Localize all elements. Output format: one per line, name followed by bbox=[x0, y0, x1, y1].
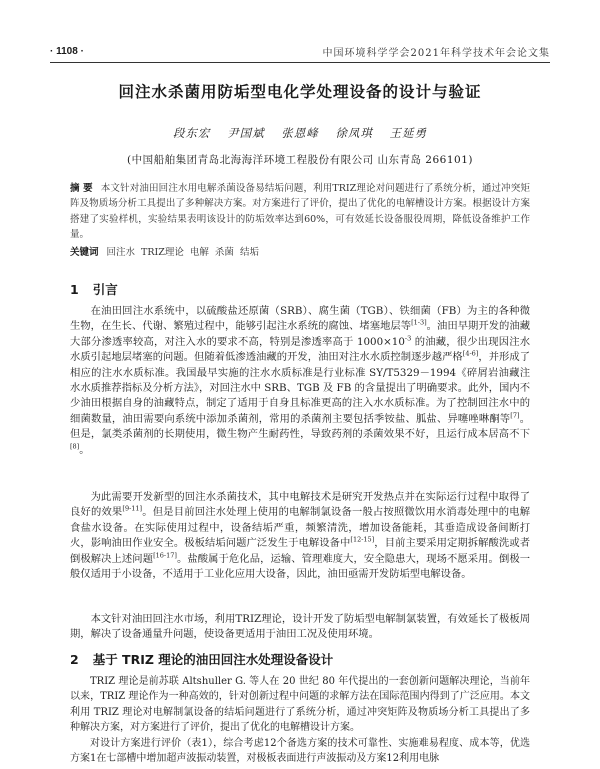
section-2-heading bbox=[70, 650, 530, 668]
section-title: 引言 bbox=[92, 282, 118, 297]
section-title: 基于 TRIZ 理论的油田回注水处理设备设计 bbox=[92, 652, 334, 667]
section-2-paragraph-1: TRIZ 理论是前苏联 Altshuller G. 等人在 20 世纪 80 年代提出的一套创新问题解决理论，当前年以来，TRIZ 理论作为一种高效的，针对创新过程中问题的求解方法在国际范围内得到了广泛应用。本文利用 TRIZ 理论对电解制氯设备的结垢问题进行了系统分析，通过冲突矩阵及物质场分析工具提出了多种解决方案，对方案进行了评价，提出了优化的电解槽设计方案。 bbox=[70, 676, 530, 734]
abstract-label: 摘 要 bbox=[70, 183, 93, 194]
citation: [7] bbox=[510, 411, 520, 420]
citation: [12-15] bbox=[350, 535, 375, 544]
section-1-heading bbox=[70, 280, 530, 298]
section-number: 1 bbox=[70, 282, 79, 297]
affiliation: (中国船舶集团青岛北海海洋环境工程股份有限公司 山东青岛 266101) bbox=[127, 154, 473, 166]
keywords bbox=[70, 244, 530, 258]
keywords-label: 关键词 bbox=[70, 247, 99, 258]
superscript: -3 bbox=[404, 334, 412, 343]
journal-title: 中国环境科学学会2021年科学技术年会论文集 bbox=[322, 47, 550, 59]
paper-title: 回注水杀菌用防垢型电化学处理设备的设计与验证 bbox=[118, 83, 482, 101]
citation: [4-6] bbox=[462, 349, 479, 358]
citation: [1-3] bbox=[411, 318, 427, 327]
section-number: 2 bbox=[70, 652, 79, 667]
section-1-paragraph-3: 本文针对油田回注水市场，利用TRIZ理论，设计开发了防垢型电解制氯装置，有效延长了极板周期，解决了设备通量升问题，使设备更适用于油田工况及使用环境。 bbox=[70, 613, 530, 641]
page-number: · 1108 · bbox=[50, 45, 84, 57]
abstract bbox=[70, 181, 530, 242]
citation: [9-11] bbox=[122, 504, 143, 513]
keywords-list: 回注水 TRIZ理论 电解 杀菌 结垢 bbox=[106, 247, 259, 258]
citation: [8] bbox=[70, 442, 80, 451]
author-list: 段东宏 尹国斌 张恩峰 徐凤琪 王延勇 bbox=[172, 126, 428, 140]
abstract-text: 本文针对油田回注水用电解杀菌设备易结垢问题，利用TRIZ理论对问题进行了系统分析，通过冲突矩阵及物质场分析工具提出了多种解决方案。对方案进行了评价，提出了优化的电解槽设计方案。根据设计方案搭建了实验样机，实验结果表明该设计的防垢效率达到60%，可有效延长设备服役周期，降低设备维护工作量。 bbox=[70, 183, 530, 240]
citation: [16-17] bbox=[153, 551, 177, 560]
running-header bbox=[50, 40, 550, 63]
section-1-paragraph-1: 在油田回注水系统中，以硫酸盐还原菌（SRB）、腐生菌（TGB）、铁细菌（FB）为主的各种微生物，在生长、代谢、繁殖过程中，能够引起注水系统的腐蚀、堵塞地层等[1-3]。油田早期开发的油藏大部分渗透率较高，对注入水的要求不高，特别是渗透率高于 $1000\times 10^{-3}$ 的油藏，很少出现因注水水质引起地层堵塞的问题。但随着低渗透油藏的开发，油田对注水水质控制逐步越严格[4-6]，并形成了相应的注水水质标准。我国最早实施的注水水质标准是行业标准 SY/T5329－1994《碎屑岩油藏注水水质推荐指标及分析方法》，对回注水中 SRB、TGB 及 FB 的含量提出了明确要求。此外，国内不少油田根据自身的油藏特点，制定了适用于自身且标准更高的注入水水质标准。为了控制回注水中的细菌数量，油田需要向系统中添加杀菌剂，常用的杀菌剂主要包括季铵盐、胍盐、异噻唑啉酮等[7]。但是，氯类杀菌剂的长期使用，微生物产生耐药性，导致药剂的杀菌效果不好，且运行成本居高不下[8]。 bbox=[70, 305, 531, 456]
section-1-paragraph-2: 为此需要开发新型的回注水杀菌技术，其中电解技术是研究开发热点并在实际运行过程中取得了良好的效果[9-11]。但是目前回注水处理上使用的电解制氯设备一般占按照微饮用水消毒处理中的电解食盐水设备。在实际使用过程中，设备结垢严重，频繁清洗，增加设备能耗，其垂造成设备间断打火，影响油田作业安全。极板结垢问题广泛发生于电解设备中[12-15]，目前主要采用定期拆解酸洗或者倒极解决上述问题[16-17]。盐酸属于危化品，运输、管理难度大，安全隐患大，现场不愿采用。倒极一般仅适用于小设备，不适用于工业化应用大设备，因此，油田亟需开发防垢型电解设备。 bbox=[70, 491, 531, 581]
section-2-paragraph-2: 对设计方案进行评价（表1），综合考虑12个备选方案的技术可靠性、实施难易程度、成本等，优选方案1在七部槽中增加超声波振动装置，对极板表面进行声波振动及方案12利用电脉 bbox=[70, 738, 530, 765]
